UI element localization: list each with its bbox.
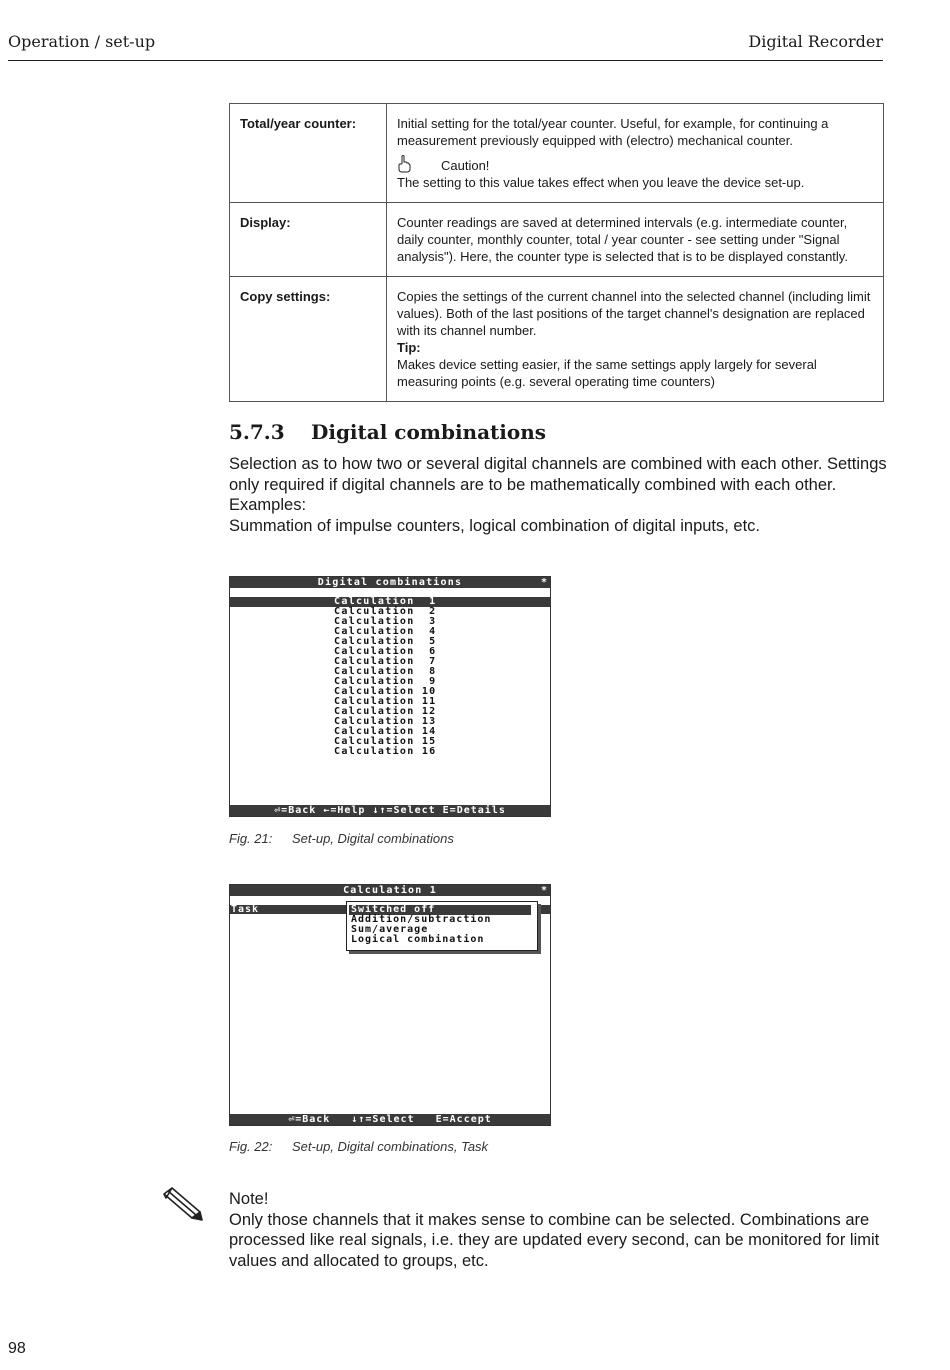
caution-label: Caution! [441,158,490,173]
intro-paragraph: Selection as to how two or several digital channels are combined with each other. Settings only required if digital channels are to be mathematically combined with each other. [229,455,887,494]
task-option-list [347,902,537,945]
tip-label: Tip: [397,340,421,355]
screen-title: Digital combinations [230,577,550,588]
calculation-menu-item[interactable]: Calculation 10 [334,686,437,697]
task-option[interactable]: Sum/average [351,924,429,935]
term-cell: Display: [230,203,387,277]
figure-caption [229,831,454,846]
section-title: Digital combinations [311,420,547,444]
note-block [229,1189,889,1271]
task-label: Task [231,904,260,915]
calculation-menu-item[interactable]: Calculation 9 [334,676,437,687]
calculation-menu-item[interactable]: Calculation 12 [334,706,437,717]
table-row [230,104,884,203]
intro-paragraph: Examples: [229,496,307,514]
calculation-menu-item[interactable]: Calculation 1 [230,597,550,607]
screen-star: * [540,577,547,588]
pointing-hand-icon [397,155,411,173]
calculation-menu-item[interactable]: Calculation 4 [334,626,437,637]
table-row [230,203,884,277]
calculation-menu-item[interactable]: Calculation 11 [334,696,437,707]
device-screen-calculation [229,884,551,1126]
calculation-menu-item[interactable]: Calculation 13 [334,716,437,727]
section-number: 5.7.3 [229,420,285,444]
figure-number: Fig. 22: [229,1139,273,1154]
calculation-menu-item[interactable]: Calculation 15 [334,736,437,747]
description-cell [387,203,884,277]
tip-text: Makes device setting easier, if the same settings apply largely for several measuring points (e.g. several operating time counters) [397,357,817,389]
calculation-menu-item[interactable]: Calculation 14 [334,726,437,737]
caution-line [397,155,873,174]
screen-footer: ⏎=Back ←=Help ↓↑=Select E=Details [230,805,550,816]
calculation-menu-item[interactable]: Calculation 2 [334,606,437,617]
note-text: Only those channels that it makes sense to combine can be selected. Combinations are processed like real signals, i.e. they are updated every second, can be monitored for limit values and allocated to groups, etc. [229,1210,880,1270]
calculation-menu-item[interactable]: Calculation 7 [334,656,437,667]
calculation-menu-item[interactable]: Calculation 16 [334,746,437,757]
description-text: Initial setting for the total/year counter. Useful, for example, for continuing a measurement previously equipped with (electro) mechanical counter. [397,116,829,148]
running-header-left: Operation / set-up [8,32,156,51]
figure-number: Fig. 21: [229,831,273,846]
term-cell: Total/year counter: [230,104,387,203]
intro-text [229,454,889,536]
calculation-list [230,597,550,757]
intro-paragraph: Summation of impulse counters, logical combination of digital inputs, etc. [229,516,761,535]
caution-text: The setting to this value takes effect when you leave the device set-up. [397,175,805,190]
task-option[interactable]: Switched off [349,905,531,915]
device-screen-digital-combinations [229,576,551,817]
description-cell [387,277,884,402]
calculation-menu-item[interactable]: Calculation 6 [334,646,437,657]
calculation-menu-item[interactable]: Calculation 8 [334,666,437,677]
figure-caption-text: Set-up, Digital combinations [292,831,454,846]
task-option[interactable]: Logical combination [351,934,485,945]
task-option[interactable]: Addition/subtraction [351,914,492,925]
description-cell [387,104,884,203]
description-text: Copies the settings of the current channel into the selected channel (including limit values). Both of the last positions of the target channel's designation are replaced with its channel number. [397,289,871,338]
description-text: Counter readings are saved at determined intervals (e.g. intermediate counter, daily counter, monthly counter, total / year counter - see setting under "Signal analysis"). Here, the counter type is selected that is to be displayed constantly. [397,215,848,264]
figure-caption [229,1139,488,1154]
page-number: 98 [8,1340,26,1357]
calculation-menu-item[interactable]: Calculation 5 [334,636,437,647]
screen-star: * [540,885,547,896]
running-header-right: Digital Recorder [748,32,883,51]
parameter-table [229,103,884,402]
header-rule [8,60,883,61]
calculation-menu-item[interactable]: Calculation 3 [334,616,437,627]
screen-title: Calculation 1 [230,885,550,896]
term-cell: Copy settings: [230,277,387,402]
table-row [230,277,884,402]
task-dropdown-popup [346,901,538,951]
pencil-note-icon [160,1186,204,1222]
figure-caption-text: Set-up, Digital combinations, Task [292,1139,489,1154]
note-label: Note! [229,1190,269,1208]
screen-footer: ⏎=Back ↓↑=Select E=Accept [230,1114,550,1125]
